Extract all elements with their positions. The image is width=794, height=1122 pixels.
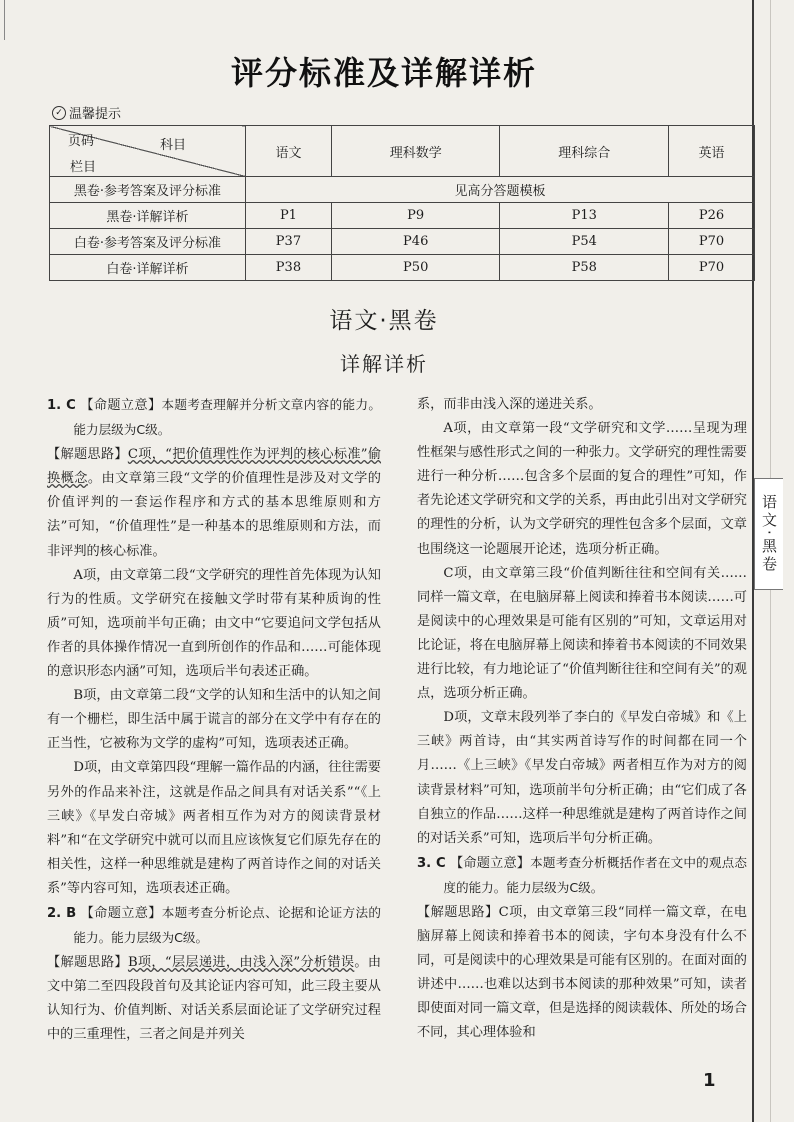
q2-number: 2. B — [47, 905, 77, 921]
q2-option-d: D项，文章末段列举了李白的《早发白帝城》和《上三峡》两首诗，由“其实两首诗写作的时间都在同一个月……《上三峡》《早发白帝城》两者相互作为对方的阅读背景材料”可知，选项前半句分析正确；由“它们成了各自独立的作品……这样一种思维就是建构了两首诗作之间的对话关系”可知，选项后半句分析正确。 — [417, 710, 747, 846]
table-cell: P1 — [246, 203, 332, 229]
row-label: 黑卷·参考答案及评分标准 — [50, 177, 246, 203]
q3-intent-tag: 【命题立意】 — [450, 855, 531, 871]
table-cell: P13 — [500, 203, 669, 229]
diagonal-header-cell — [50, 126, 246, 177]
header-page-code: 页码 — [68, 134, 95, 149]
sidebar-tab-label: 语文·黑卷 — [754, 478, 783, 590]
page-title: 评分标准及详解详析 — [230, 54, 537, 92]
table-cell: P46 — [331, 229, 500, 255]
q1-intent-tag: 【命题立意】 — [80, 398, 162, 413]
q2-option-c: C项，由文章第三段“价值判断往往和空间有关……同样一篇文章，在电脑屏幕上阅读和捧着书本阅读……可是阅读中的心理效果是可能有区别的”可知，文章运用对比论证，将在电脑屏幕上阅读和捧着书本阅读的不同效果进行比较，有力地论证了“价值判断往往和空间有关”的观点，选项分析正确。 — [417, 565, 747, 702]
tip-label: 温馨提示 — [69, 107, 122, 122]
q2-analysis — [47, 951, 381, 1047]
section-subtitle: 详解详析 — [340, 352, 428, 376]
table-row — [50, 203, 755, 229]
q2-analysis-text: 。由文中第二至四段段首句及其论证内容可知，此三段主要从认知行为、价值判断、对话关系层面论证了文学研究过程中的三重理性，三者之间是并列关 — [47, 955, 382, 1043]
index-table — [49, 125, 755, 281]
table-row — [50, 177, 755, 203]
page-number: 1 — [703, 1070, 716, 1091]
q2-option-a: A项，由文章第一段“文学研究和文学……呈现为理性框架与感性形式之间的一种张力。文学研究的理性需要进行一种分析……包含多个层面的复合的理性”可知，作者先论述文学研究和文学的关系，再由此引出对文学研究的理性的分析，认为文学研究的理性包含多个层面，文章也围绕这一论题展开论述，选项分析正确。 — [417, 421, 747, 557]
table-row — [50, 255, 755, 281]
q1-number: 1. C — [47, 398, 76, 413]
left-column — [47, 393, 381, 1048]
table-cell: P50 — [331, 255, 500, 281]
q1-analysis — [47, 443, 381, 563]
header-column: 栏目 — [70, 160, 97, 175]
scan-edge-left — [4, 0, 5, 40]
q3-analysis — [417, 901, 747, 1046]
row-label: 白卷·详解详析 — [50, 255, 246, 281]
row-label: 白卷·参考答案及评分标准 — [50, 229, 246, 255]
q2-intent-tag: 【命题立意】 — [80, 905, 162, 921]
table-cell: P54 — [500, 229, 669, 255]
q1-analysis-text: 。由文章第三段“文学的价值理性是涉及对文学的价值评判的一套运作程序和方式的基本思维原则和方法”可知，“价值理性”是一种基本的思维原则和方法，而非评判的核心标准。 — [47, 471, 381, 559]
q1-option-d: D项，由文章第四段“理解一篇作品的内涵，往往需要另外的作品来补注，这就是作品之间具有对话关系”“《上三峡》《早发白帝城》两者相互作为对方的阅读背景材料”和“在文学研究中就可以而且应该恢复它们原先存在的相关性，这样一种思维就是建构了两首诗作之间的对话关系”等内容可知，选项表述正确。 — [47, 760, 381, 896]
q1-option-b: B项，由文章第二段“文学的认知和生活中的认知之间有一个栅栏，即生活中属于谎言的部分在文学中有存在的正当性，它被称为文学的虚构”可知，选项表述正确。 — [47, 688, 381, 752]
table-cell: P70 — [669, 229, 755, 255]
q1-key-phrase: C项，“把价值理性作为评判的核心标准”偷换概念 — [47, 447, 382, 487]
table-cell: P26 — [669, 203, 755, 229]
table-cell: P9 — [331, 203, 500, 229]
header-subject: 科目 — [160, 138, 187, 153]
q1-intent — [47, 393, 381, 443]
q1-intent-text: 本题考查理解并分析文章内容的能力。能力层级为C级。 — [73, 397, 381, 438]
q3-analysis-text: C项，由文章第三段“同样一篇文章，在电脑屏幕上阅读和捧着书本的阅读，字句本身没有什么不同，可是阅读中的心理效果是可能有区别的。在面对面的讲述中……也难以达到书本阅读的那种效果”可知，读者即使面对同一篇文章，但是选择的阅读载体、所处的场合不同，其心理体验和 — [417, 904, 747, 1041]
lightbulb-icon: ✓ — [52, 106, 66, 120]
right-column — [417, 393, 747, 1046]
table-row — [50, 229, 755, 255]
table-cell: P38 — [246, 255, 332, 281]
q3-intent-text: 本题考查分析概括作者在文中的观点态度的能力。能力层级为C级。 — [443, 854, 748, 895]
table-cell: P70 — [669, 255, 755, 281]
subject-science: 理科综合 — [500, 126, 669, 177]
table-header-row — [50, 126, 755, 177]
merged-cell: 见高分答题模板 — [246, 177, 755, 203]
q3-number: 3. C — [417, 855, 446, 871]
q1-option-a: A项，由文章第二段“文学研究的理性首先体现为认知行为的性质。文学研究在接触文学时带有某种质询的性质”可知，选项前半句正确；由文中“它要追问文学包括从作者的具体操作情况一直到所创作的作品和……可能体现的意识形态内涵”可知，选项后半句表述正确。 — [47, 567, 381, 680]
q2-key-phrase: B项，“层层递进，由浅入深”分析错误 — [127, 955, 355, 971]
q2-analysis-continued: 系，而非由浅入深的递进关系。 — [417, 397, 602, 412]
section-title: 语文·黑卷 — [329, 308, 439, 334]
subject-english: 英语 — [669, 126, 755, 177]
q2-intent-text: 本题考查分析论点、论据和论证方法的能力。能力层级为C级。 — [73, 904, 381, 946]
table-cell: P58 — [500, 255, 669, 281]
subject-math: 理科数学 — [331, 126, 500, 177]
q2-analysis-tag: 【解题思路】 — [47, 955, 128, 971]
q3-intent — [417, 851, 747, 901]
q3-analysis-tag: 【解题思路】 — [417, 904, 499, 920]
table-cell: P37 — [246, 229, 332, 255]
tip-line — [52, 103, 121, 122]
row-label: 黑卷·详解详析 — [50, 203, 246, 229]
subject-chinese: 语文 — [246, 126, 332, 177]
q1-analysis-tag: 【解题思路】 — [47, 447, 128, 463]
q2-intent — [47, 901, 381, 951]
